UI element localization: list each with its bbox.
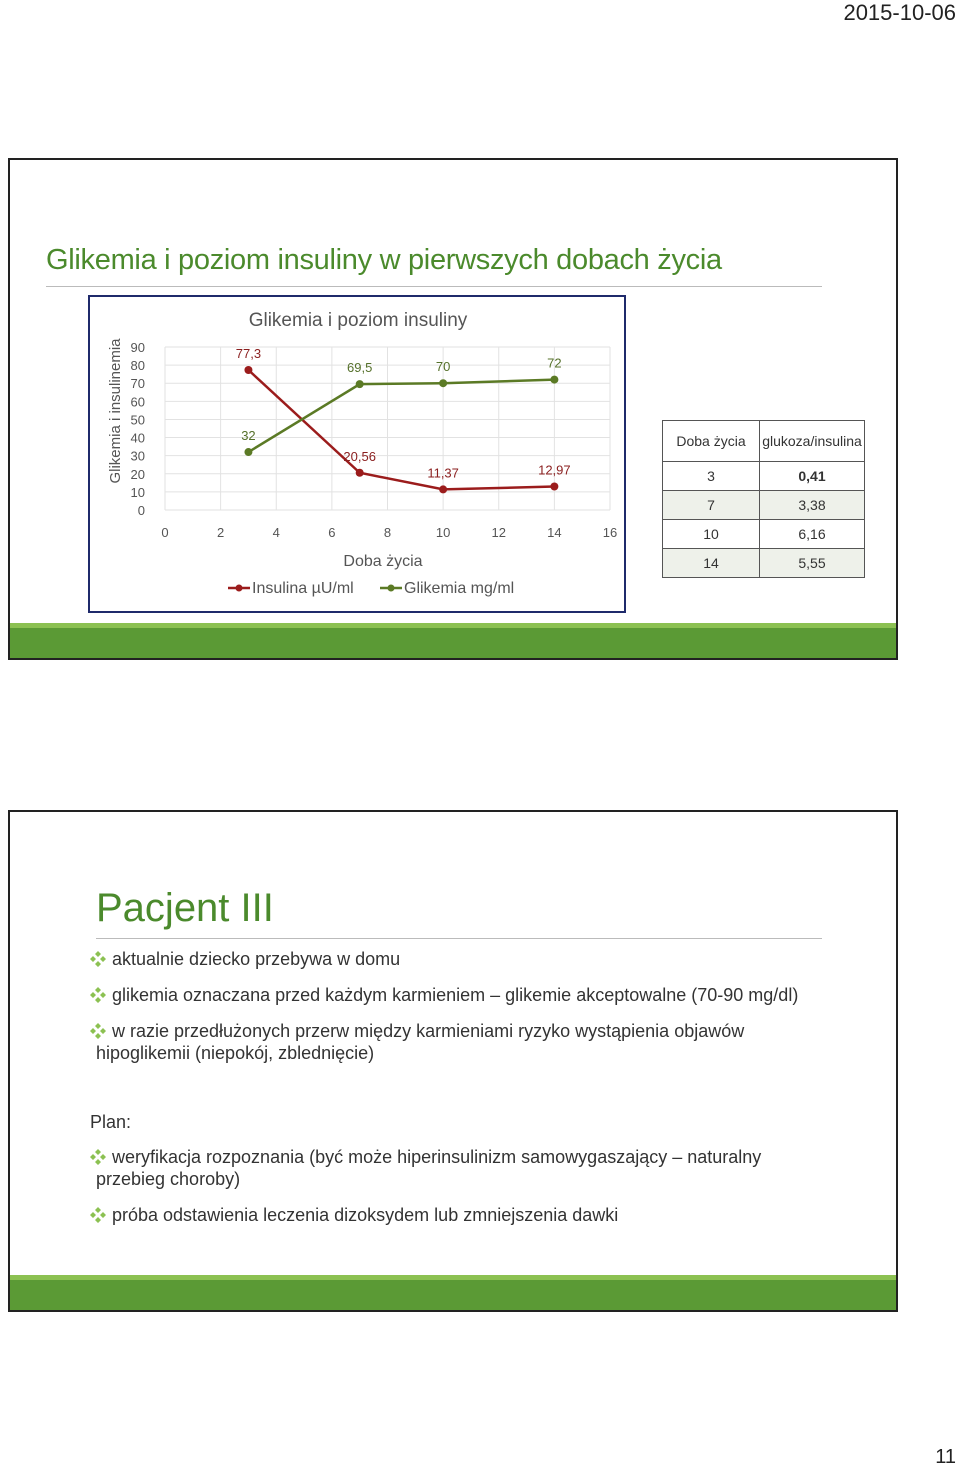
table-row bbox=[663, 491, 865, 520]
diamond-bullet-icon bbox=[90, 951, 106, 967]
table-row bbox=[663, 549, 865, 578]
data-point bbox=[550, 376, 558, 384]
plan-label: Plan: bbox=[90, 1112, 132, 1132]
bullet-text: w razie przedłużonych przerw między karmieniami ryzyko wystąpienia objawów bbox=[112, 1021, 745, 1041]
table-header-ratio: glukoza/insulina bbox=[760, 421, 865, 462]
chart-legend bbox=[228, 580, 514, 597]
table-header-row bbox=[663, 421, 865, 462]
footer-accent-bar bbox=[10, 628, 896, 658]
y-tick-label: 40 bbox=[130, 430, 145, 446]
footer-accent-bar bbox=[10, 1280, 896, 1310]
ratio-table bbox=[662, 420, 865, 578]
data-label: 12,97 bbox=[538, 462, 571, 478]
table-header-day: Doba życia bbox=[663, 421, 760, 462]
y-tick-label: 70 bbox=[130, 376, 145, 392]
x-tick-label: 0 bbox=[161, 525, 169, 540]
table-cell-ratio: 0,41 bbox=[760, 462, 865, 491]
bullet-text: glikemia oznaczana przed każdym karmieniem – glikemie akceptowalne (70-90 mg/dl) bbox=[112, 985, 799, 1005]
table-cell-ratio: 6,16 bbox=[760, 520, 865, 549]
data-point bbox=[244, 366, 252, 374]
data-label: 20,56 bbox=[343, 448, 376, 464]
x-tick-label: 6 bbox=[328, 525, 336, 540]
bullet-text: aktualnie dziecko przebywa w domu bbox=[112, 949, 401, 969]
list-item bbox=[90, 984, 850, 1006]
x-tick-label: 16 bbox=[602, 525, 618, 540]
slide-title: Pacjent III bbox=[96, 886, 274, 930]
table-row bbox=[663, 462, 865, 491]
x-tick-label: 10 bbox=[435, 525, 451, 540]
x-tick-label: 4 bbox=[272, 525, 280, 540]
title-divider bbox=[46, 286, 822, 287]
data-label: 32 bbox=[241, 428, 256, 444]
diamond-bullet-icon bbox=[90, 1023, 106, 1039]
y-tick-label: 80 bbox=[130, 358, 145, 374]
series-line-insulin bbox=[248, 370, 554, 489]
table-cell-day: 10 bbox=[663, 520, 760, 549]
y-tick-label: 0 bbox=[137, 503, 145, 518]
bullet-text: próba odstawienia leczenia dizoksydem lub zmniejszenia dawki bbox=[112, 1205, 619, 1225]
data-point bbox=[356, 469, 364, 477]
table-row bbox=[663, 520, 865, 549]
diamond-bullet-icon bbox=[90, 1149, 106, 1165]
data-label: 11,37 bbox=[427, 465, 459, 481]
table-cell-day: 7 bbox=[663, 491, 760, 520]
list-item bbox=[90, 1146, 850, 1190]
data-point bbox=[550, 483, 558, 491]
legend-marker bbox=[388, 585, 395, 592]
legend-marker bbox=[236, 585, 243, 592]
data-label: 72 bbox=[547, 355, 562, 371]
table-cell-day: 14 bbox=[663, 549, 760, 578]
diamond-bullet-icon bbox=[90, 987, 106, 1003]
slide-glycemia-insulin bbox=[8, 158, 898, 660]
series-line-glycemia bbox=[248, 380, 554, 452]
diamond-bullet-icon bbox=[90, 1207, 106, 1223]
y-tick-label: 50 bbox=[130, 412, 145, 428]
bullet-text-continued: przebieg choroby) bbox=[96, 1169, 241, 1189]
table-cell-ratio: 5,55 bbox=[760, 549, 865, 578]
list-item bbox=[90, 1020, 850, 1064]
x-tick-label: 14 bbox=[547, 525, 562, 540]
bullet-text-continued: hipoglikemii (niepokój, zblednięcie) bbox=[96, 1043, 375, 1063]
bullet-text: weryfikacja rozpoznania (być może hiperinsulinizm samowygaszający – naturalny bbox=[112, 1147, 762, 1167]
data-label: 77,3 bbox=[235, 346, 262, 362]
data-label: 70 bbox=[435, 359, 451, 375]
legend-entry: Insulina µU/ml bbox=[252, 580, 354, 597]
x-tick-label: 2 bbox=[217, 525, 225, 540]
data-point bbox=[244, 448, 252, 456]
page-date: 2015-10-06 bbox=[843, 0, 956, 25]
y-tick-label: 90 bbox=[130, 340, 145, 355]
line-chart bbox=[88, 295, 626, 613]
data-label: 69,5 bbox=[347, 360, 373, 376]
y-axis-label: Glikemia i insulinemia bbox=[107, 338, 124, 484]
y-tick-label: 30 bbox=[130, 448, 145, 464]
y-tick-label: 10 bbox=[130, 484, 145, 500]
title-divider bbox=[96, 938, 822, 939]
list-item bbox=[90, 1204, 850, 1226]
x-tick-label: 12 bbox=[491, 525, 506, 540]
slide-title: Glikemia i poziom insuliny w pierwszych dobach życia bbox=[46, 244, 722, 276]
chart-canvas bbox=[90, 297, 624, 611]
legend-entry: Glikemia mg/ml bbox=[404, 580, 515, 597]
slide-patient-3 bbox=[8, 810, 898, 1312]
x-axis-label: Doba życia bbox=[343, 553, 423, 570]
y-tick-label: 60 bbox=[130, 394, 145, 410]
table-cell-day: 3 bbox=[663, 462, 760, 491]
data-point bbox=[439, 379, 447, 387]
data-point bbox=[356, 380, 364, 388]
list-item bbox=[90, 948, 850, 970]
data-point bbox=[439, 485, 447, 493]
chart-title: Glikemia i poziom insuliny bbox=[248, 310, 468, 331]
bullet-list bbox=[90, 948, 850, 1078]
table-cell-ratio: 3,38 bbox=[760, 491, 865, 520]
page-number: 11 bbox=[935, 1446, 956, 1468]
x-tick-label: 8 bbox=[383, 525, 392, 540]
plan-bullet-list bbox=[90, 1146, 850, 1240]
y-tick-label: 20 bbox=[130, 466, 145, 482]
